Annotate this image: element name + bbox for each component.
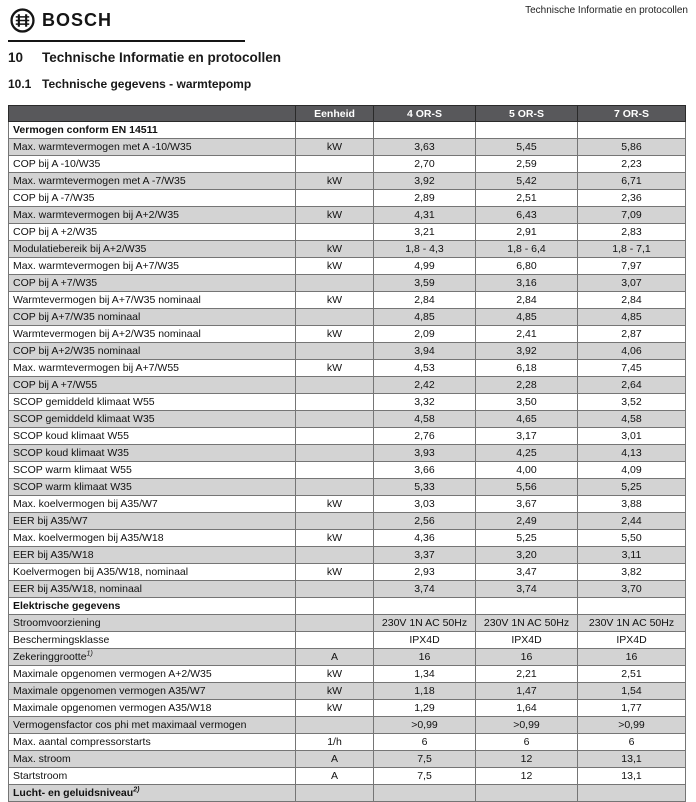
value-cell-4ors: 3,63 bbox=[374, 139, 476, 156]
table-row bbox=[9, 513, 686, 530]
running-header: Technische Informatie en protocollen bbox=[525, 5, 688, 16]
value-cell-5ors: 3,67 bbox=[476, 496, 578, 513]
value-cell-5ors bbox=[476, 598, 578, 615]
table-row bbox=[9, 462, 686, 479]
value-cell-5ors bbox=[476, 785, 578, 802]
value-cell-7ors: 7,45 bbox=[578, 360, 686, 377]
table-row bbox=[9, 581, 686, 598]
value-cell-5ors: 4,85 bbox=[476, 309, 578, 326]
spec-label-cell: Lucht- en geluidsniveau$^{2)}$ bbox=[9, 785, 296, 802]
value-cell-7ors: 3,88 bbox=[578, 496, 686, 513]
table-row bbox=[9, 445, 686, 462]
unit-cell bbox=[296, 581, 374, 598]
value-cell-4ors: 4,31 bbox=[374, 207, 476, 224]
table-row bbox=[9, 496, 686, 513]
value-cell-7ors: 4,13 bbox=[578, 445, 686, 462]
value-cell-7ors: 7,09 bbox=[578, 207, 686, 224]
value-cell-5ors: 2,21 bbox=[476, 666, 578, 683]
value-cell-5ors: 3,47 bbox=[476, 564, 578, 581]
value-cell-7ors: 3,70 bbox=[578, 581, 686, 598]
spec-label-cell: Modulatiebereik bij A+2/W35 bbox=[9, 241, 296, 258]
value-cell-4ors: 2,76 bbox=[374, 428, 476, 445]
value-cell-5ors: 4,25 bbox=[476, 445, 578, 462]
value-cell-5ors: >0,99 bbox=[476, 717, 578, 734]
value-cell-4ors: 7,5 bbox=[374, 768, 476, 785]
table-row bbox=[9, 156, 686, 173]
unit-cell bbox=[296, 615, 374, 632]
value-cell-7ors: 2,87 bbox=[578, 326, 686, 343]
spec-label-cell: Beschermingsklasse bbox=[9, 632, 296, 649]
spec-label-cell: Zekeringgrootte$^{1)}$ bbox=[9, 649, 296, 666]
subsection-heading bbox=[8, 77, 251, 91]
spec-label-cell: EER bij A35/W18, nominaal bbox=[9, 581, 296, 598]
unit-cell bbox=[296, 224, 374, 241]
value-cell-4ors: 2,56 bbox=[374, 513, 476, 530]
table-row bbox=[9, 649, 686, 666]
table-row bbox=[9, 428, 686, 445]
table-row bbox=[9, 530, 686, 547]
table-row bbox=[9, 122, 686, 139]
spec-label-cell: COP bij A +2/W35 bbox=[9, 224, 296, 241]
value-cell-5ors: 230V 1N AC 50Hz bbox=[476, 615, 578, 632]
table-row bbox=[9, 632, 686, 649]
table-row bbox=[9, 700, 686, 717]
unit-cell: kW bbox=[296, 258, 374, 275]
unit-cell bbox=[296, 394, 374, 411]
table-row bbox=[9, 683, 686, 700]
spec-label-cell: Max. aantal compressorstarts bbox=[9, 734, 296, 751]
spec-label-cell: Koelvermogen bij A35/W18, nominaal bbox=[9, 564, 296, 581]
value-cell-4ors: 5,33 bbox=[374, 479, 476, 496]
table-row bbox=[9, 547, 686, 564]
value-cell-4ors: 3,66 bbox=[374, 462, 476, 479]
table-row bbox=[9, 734, 686, 751]
spec-label-cell: COP bij A +7/W35 bbox=[9, 275, 296, 292]
value-cell-7ors: 1,8 - 7,1 bbox=[578, 241, 686, 258]
value-cell-7ors: 2,36 bbox=[578, 190, 686, 207]
spec-table-body bbox=[9, 122, 686, 802]
unit-cell: kW bbox=[296, 564, 374, 581]
spec-label-cell: Max. warmtevermogen bij A+2/W35 bbox=[9, 207, 296, 224]
unit-cell bbox=[296, 122, 374, 139]
unit-cell: A bbox=[296, 768, 374, 785]
value-cell-7ors: 1,54 bbox=[578, 683, 686, 700]
unit-cell: kW bbox=[296, 292, 374, 309]
subsection-number: 10.1 bbox=[8, 77, 32, 91]
value-cell-5ors: 5,42 bbox=[476, 173, 578, 190]
unit-cell bbox=[296, 547, 374, 564]
value-cell-7ors: 5,86 bbox=[578, 139, 686, 156]
unit-cell bbox=[296, 309, 374, 326]
value-cell-5ors: 3,92 bbox=[476, 343, 578, 360]
value-cell-7ors: 2,23 bbox=[578, 156, 686, 173]
value-cell-7ors: 4,85 bbox=[578, 309, 686, 326]
spec-label-cell: Max. warmtevermogen bij A+7/W35 bbox=[9, 258, 296, 275]
value-cell-5ors: 1,8 - 6,4 bbox=[476, 241, 578, 258]
value-cell-5ors: 1,47 bbox=[476, 683, 578, 700]
column-header-eenheid: Eenheid bbox=[296, 106, 374, 122]
value-cell-5ors: 3,20 bbox=[476, 547, 578, 564]
unit-cell: kW bbox=[296, 683, 374, 700]
value-cell-4ors: 16 bbox=[374, 649, 476, 666]
spec-label-cell: Maximale opgenomen vermogen A35/W7 bbox=[9, 683, 296, 700]
value-cell-7ors: 2,44 bbox=[578, 513, 686, 530]
spec-label-cell: COP bij A +7/W55 bbox=[9, 377, 296, 394]
value-cell-4ors: 3,37 bbox=[374, 547, 476, 564]
value-cell-4ors: 230V 1N AC 50Hz bbox=[374, 615, 476, 632]
value-cell-7ors: 1,77 bbox=[578, 700, 686, 717]
unit-cell: kW bbox=[296, 700, 374, 717]
value-cell-4ors: 1,34 bbox=[374, 666, 476, 683]
value-cell-5ors: 4,00 bbox=[476, 462, 578, 479]
value-cell-7ors: 230V 1N AC 50Hz bbox=[578, 615, 686, 632]
spec-table bbox=[8, 105, 686, 802]
unit-cell: kW bbox=[296, 666, 374, 683]
subsection-title: Technische gegevens - warmtepomp bbox=[42, 77, 252, 91]
spec-label-cell: Stroomvoorziening bbox=[9, 615, 296, 632]
spec-label-cell: COP bij A -10/W35 bbox=[9, 156, 296, 173]
spec-label-cell: Max. warmtevermogen met A -7/W35 bbox=[9, 173, 296, 190]
table-row bbox=[9, 292, 686, 309]
unit-cell: kW bbox=[296, 139, 374, 156]
unit-cell bbox=[296, 717, 374, 734]
value-cell-7ors: IPX4D bbox=[578, 632, 686, 649]
table-row bbox=[9, 717, 686, 734]
value-cell-4ors: 4,53 bbox=[374, 360, 476, 377]
spec-label-cell: Vermogensfactor cos phi met maximaal vermogen bbox=[9, 717, 296, 734]
table-row bbox=[9, 139, 686, 156]
spec-label-cell: Max. warmtevermogen bij A+7/W55 bbox=[9, 360, 296, 377]
value-cell-7ors: 3,11 bbox=[578, 547, 686, 564]
spec-label-cell: EER bij A35/W7 bbox=[9, 513, 296, 530]
value-cell-7ors: >0,99 bbox=[578, 717, 686, 734]
table-row bbox=[9, 309, 686, 326]
table-row bbox=[9, 394, 686, 411]
table-row bbox=[9, 768, 686, 785]
value-cell-5ors: 2,49 bbox=[476, 513, 578, 530]
unit-cell bbox=[296, 632, 374, 649]
value-cell-5ors: 6,18 bbox=[476, 360, 578, 377]
value-cell-4ors: 2,42 bbox=[374, 377, 476, 394]
value-cell-4ors: 4,58 bbox=[374, 411, 476, 428]
value-cell-4ors: 2,70 bbox=[374, 156, 476, 173]
value-cell-4ors: 3,21 bbox=[374, 224, 476, 241]
value-cell-7ors bbox=[578, 598, 686, 615]
section-heading bbox=[8, 50, 281, 65]
value-cell-4ors bbox=[374, 785, 476, 802]
unit-cell bbox=[296, 428, 374, 445]
table-row bbox=[9, 326, 686, 343]
table-row bbox=[9, 615, 686, 632]
table-row bbox=[9, 751, 686, 768]
footnote-marker: 2) bbox=[133, 786, 140, 794]
value-cell-7ors: 3,52 bbox=[578, 394, 686, 411]
value-cell-4ors: IPX4D bbox=[374, 632, 476, 649]
spec-label-cell: Startstroom bbox=[9, 768, 296, 785]
table-row bbox=[9, 564, 686, 581]
column-header-7ors: 7 OR-S bbox=[578, 106, 686, 122]
column-header-label bbox=[9, 106, 296, 122]
value-cell-7ors: 2,83 bbox=[578, 224, 686, 241]
value-cell-7ors: 5,50 bbox=[578, 530, 686, 547]
section-divider-rule bbox=[8, 40, 245, 42]
value-cell-5ors: IPX4D bbox=[476, 632, 578, 649]
spec-label-cell: Max. koelvermogen bij A35/W18 bbox=[9, 530, 296, 547]
spec-label-cell: Maximale opgenomen vermogen A35/W18 bbox=[9, 700, 296, 717]
unit-cell: kW bbox=[296, 241, 374, 258]
value-cell-7ors: 4,06 bbox=[578, 343, 686, 360]
value-cell-5ors: 5,25 bbox=[476, 530, 578, 547]
unit-cell bbox=[296, 275, 374, 292]
unit-cell: A bbox=[296, 751, 374, 768]
bosch-armature-icon bbox=[10, 8, 35, 33]
spec-label-cell: EER bij A35/W18 bbox=[9, 547, 296, 564]
spec-label-cell: Warmtevermogen bij A+2/W35 nominaal bbox=[9, 326, 296, 343]
value-cell-4ors: 1,29 bbox=[374, 700, 476, 717]
spec-label-cell: SCOP warm klimaat W55 bbox=[9, 462, 296, 479]
value-cell-4ors: 3,74 bbox=[374, 581, 476, 598]
value-cell-7ors: 5,25 bbox=[578, 479, 686, 496]
spec-label-cell: SCOP gemiddeld klimaat W35 bbox=[9, 411, 296, 428]
spec-label-cell: Max. koelvermogen bij A35/W7 bbox=[9, 496, 296, 513]
value-cell-5ors: 1,64 bbox=[476, 700, 578, 717]
value-cell-4ors bbox=[374, 598, 476, 615]
spec-label-cell: SCOP warm klimaat W35 bbox=[9, 479, 296, 496]
unit-cell bbox=[296, 377, 374, 394]
unit-cell bbox=[296, 462, 374, 479]
value-cell-4ors: 7,5 bbox=[374, 751, 476, 768]
table-row bbox=[9, 173, 686, 190]
footnote-marker: 1) bbox=[86, 650, 93, 658]
value-cell-4ors: 4,36 bbox=[374, 530, 476, 547]
value-cell-4ors: 2,09 bbox=[374, 326, 476, 343]
unit-cell bbox=[296, 785, 374, 802]
value-cell-5ors: 3,74 bbox=[476, 581, 578, 598]
value-cell-7ors: 4,58 bbox=[578, 411, 686, 428]
value-cell-7ors: 6,71 bbox=[578, 173, 686, 190]
table-row bbox=[9, 224, 686, 241]
value-cell-7ors: 3,82 bbox=[578, 564, 686, 581]
value-cell-5ors: 3,17 bbox=[476, 428, 578, 445]
value-cell-4ors: 6 bbox=[374, 734, 476, 751]
brand-name: BOSCH bbox=[42, 10, 113, 30]
spec-label-cell: Max. stroom bbox=[9, 751, 296, 768]
unit-cell: kW bbox=[296, 360, 374, 377]
unit-cell bbox=[296, 156, 374, 173]
value-cell-4ors: 1,8 - 4,3 bbox=[374, 241, 476, 258]
value-cell-5ors: 3,50 bbox=[476, 394, 578, 411]
unit-cell bbox=[296, 479, 374, 496]
spec-label-cell: Maximale opgenomen vermogen A+2/W35 bbox=[9, 666, 296, 683]
spec-label-cell: SCOP gemiddeld klimaat W55 bbox=[9, 394, 296, 411]
value-cell-4ors: 1,18 bbox=[374, 683, 476, 700]
unit-cell bbox=[296, 445, 374, 462]
unit-cell bbox=[296, 598, 374, 615]
spec-label-cell: Elektrische gegevens bbox=[9, 598, 296, 615]
value-cell-7ors: 2,51 bbox=[578, 666, 686, 683]
value-cell-7ors: 3,07 bbox=[578, 275, 686, 292]
spec-label-cell: COP bij A -7/W35 bbox=[9, 190, 296, 207]
table-row bbox=[9, 190, 686, 207]
spec-label-cell: COP bij A+2/W35 nominaal bbox=[9, 343, 296, 360]
value-cell-5ors: 12 bbox=[476, 751, 578, 768]
value-cell-5ors: 2,28 bbox=[476, 377, 578, 394]
unit-cell: kW bbox=[296, 530, 374, 547]
table-row bbox=[9, 343, 686, 360]
value-cell-5ors: 2,41 bbox=[476, 326, 578, 343]
value-cell-4ors bbox=[374, 122, 476, 139]
unit-cell bbox=[296, 343, 374, 360]
value-cell-5ors: 4,65 bbox=[476, 411, 578, 428]
table-header-row bbox=[9, 106, 686, 122]
unit-cell: kW bbox=[296, 326, 374, 343]
value-cell-7ors: 3,01 bbox=[578, 428, 686, 445]
value-cell-7ors: 13,1 bbox=[578, 768, 686, 785]
spec-label-cell: Vermogen conform EN 14511 bbox=[9, 122, 296, 139]
table-row bbox=[9, 785, 686, 802]
spec-label-cell: SCOP koud klimaat W55 bbox=[9, 428, 296, 445]
value-cell-4ors: 3,03 bbox=[374, 496, 476, 513]
spec-label-cell: COP bij A+7/W35 nominaal bbox=[9, 309, 296, 326]
value-cell-7ors: 13,1 bbox=[578, 751, 686, 768]
unit-cell bbox=[296, 513, 374, 530]
bosch-logo bbox=[10, 8, 112, 33]
column-header-5ors: 5 OR-S bbox=[476, 106, 578, 122]
value-cell-4ors: 3,92 bbox=[374, 173, 476, 190]
table-row bbox=[9, 411, 686, 428]
value-cell-4ors: 3,59 bbox=[374, 275, 476, 292]
value-cell-4ors: 3,93 bbox=[374, 445, 476, 462]
value-cell-7ors: 4,09 bbox=[578, 462, 686, 479]
value-cell-4ors: 4,85 bbox=[374, 309, 476, 326]
value-cell-4ors: 2,89 bbox=[374, 190, 476, 207]
value-cell-5ors: 2,51 bbox=[476, 190, 578, 207]
value-cell-5ors bbox=[476, 122, 578, 139]
table-row bbox=[9, 377, 686, 394]
value-cell-5ors: 5,45 bbox=[476, 139, 578, 156]
table-row bbox=[9, 598, 686, 615]
value-cell-7ors: 2,64 bbox=[578, 377, 686, 394]
unit-cell: 1/h bbox=[296, 734, 374, 751]
value-cell-4ors: 3,94 bbox=[374, 343, 476, 360]
unit-cell: kW bbox=[296, 207, 374, 224]
value-cell-4ors: 2,84 bbox=[374, 292, 476, 309]
section-number: 10 bbox=[8, 50, 24, 65]
value-cell-4ors: 2,93 bbox=[374, 564, 476, 581]
table-row bbox=[9, 207, 686, 224]
value-cell-5ors: 2,91 bbox=[476, 224, 578, 241]
value-cell-5ors: 6 bbox=[476, 734, 578, 751]
value-cell-7ors: 7,97 bbox=[578, 258, 686, 275]
value-cell-7ors bbox=[578, 785, 686, 802]
value-cell-5ors: 3,16 bbox=[476, 275, 578, 292]
value-cell-4ors: >0,99 bbox=[374, 717, 476, 734]
value-cell-5ors: 5,56 bbox=[476, 479, 578, 496]
spec-label-cell: Max. warmtevermogen met A -10/W35 bbox=[9, 139, 296, 156]
table-row bbox=[9, 241, 686, 258]
unit-cell: kW bbox=[296, 496, 374, 513]
unit-cell bbox=[296, 411, 374, 428]
column-header-4ors: 4 OR-S bbox=[374, 106, 476, 122]
value-cell-7ors: 6 bbox=[578, 734, 686, 751]
table-row bbox=[9, 666, 686, 683]
spec-label-cell: Warmtevermogen bij A+7/W35 nominaal bbox=[9, 292, 296, 309]
value-cell-5ors: 16 bbox=[476, 649, 578, 666]
value-cell-7ors: 16 bbox=[578, 649, 686, 666]
value-cell-5ors: 2,84 bbox=[476, 292, 578, 309]
table-row bbox=[9, 258, 686, 275]
value-cell-5ors: 6,80 bbox=[476, 258, 578, 275]
value-cell-4ors: 3,32 bbox=[374, 394, 476, 411]
table-row bbox=[9, 479, 686, 496]
value-cell-5ors: 12 bbox=[476, 768, 578, 785]
value-cell-7ors bbox=[578, 122, 686, 139]
value-cell-5ors: 6,43 bbox=[476, 207, 578, 224]
value-cell-5ors: 2,59 bbox=[476, 156, 578, 173]
unit-cell bbox=[296, 190, 374, 207]
value-cell-7ors: 2,84 bbox=[578, 292, 686, 309]
table-row bbox=[9, 360, 686, 377]
table-row bbox=[9, 275, 686, 292]
unit-cell: kW bbox=[296, 173, 374, 190]
spec-label-cell: SCOP koud klimaat W35 bbox=[9, 445, 296, 462]
section-title: Technische Informatie en protocollen bbox=[42, 50, 282, 65]
unit-cell: A bbox=[296, 649, 374, 666]
value-cell-4ors: 4,99 bbox=[374, 258, 476, 275]
